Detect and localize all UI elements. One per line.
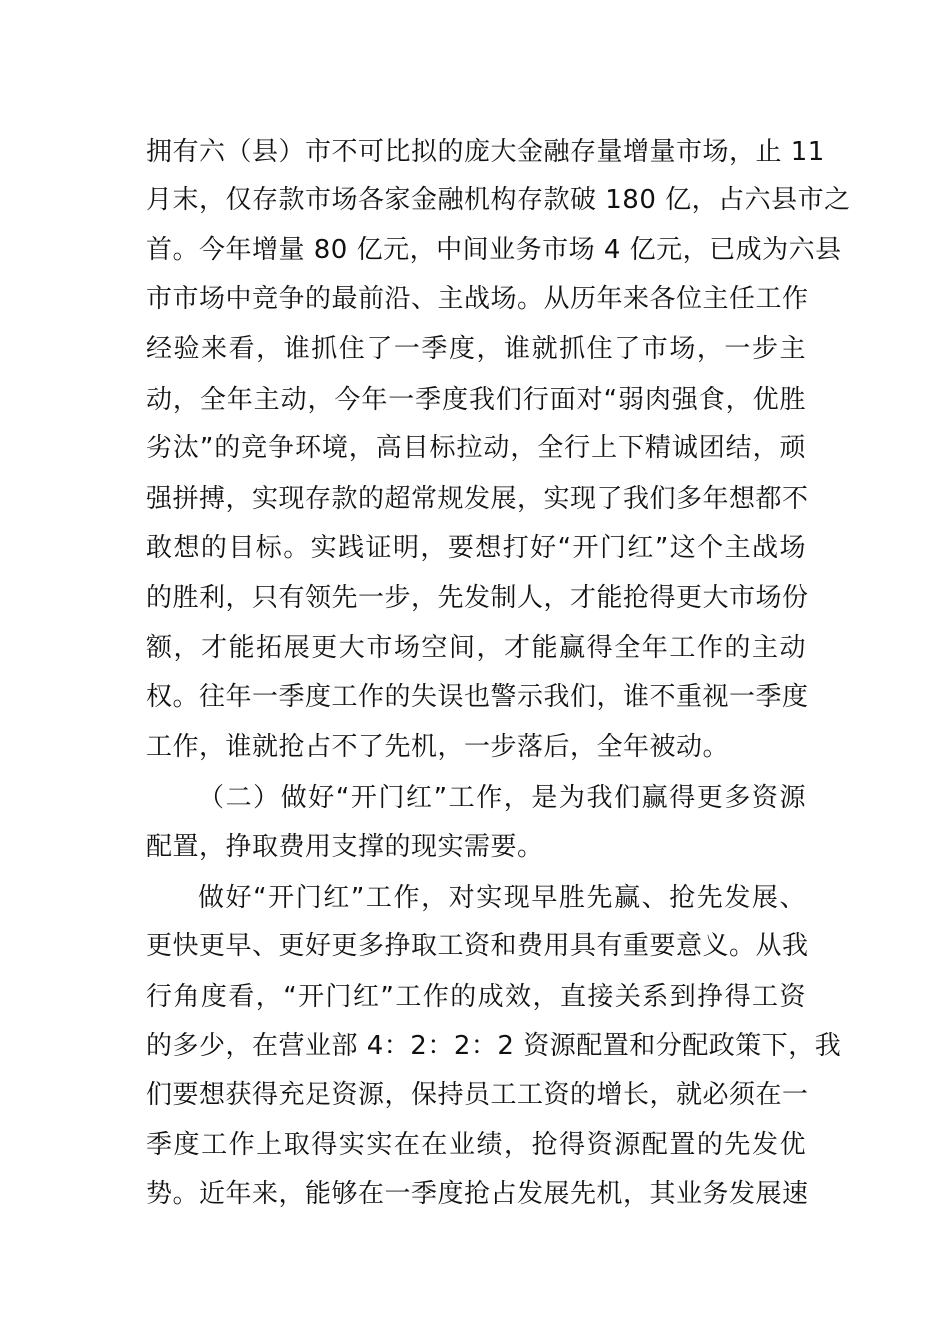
paragraph-line: 敢想的目标。实践证明，要想打好“开门红”这个主战场 [146,533,806,563]
paragraph-line: 市市场中竞争的最前沿、主战场。从历年来各位主任工作 [146,284,809,314]
paragraph-line: 动，全年主动，今年一季度我们行面对“弱肉强食，优胜 [146,385,806,415]
paragraph-line: 额，才能拓展更大市场空间，才能赢得全年工作的主动 [146,633,806,663]
paragraph-line: 势。近年来，能够在一季度抢占发展先机，其业务发展速 [146,1179,809,1209]
paragraph-line: 首。今年增量 80 亿元，中间业务市场 4 亿元，已成为六县 [146,235,842,265]
paragraph-line: 权。往年一季度工作的失误也警示我们，谁不重视一季度 [146,682,809,712]
paragraph-line: 工作，谁就抢占不了先机，一步落后，全年被动。 [146,732,730,762]
paragraph-line: 劣汰”的竞争环境，高目标拉动，全行上下精诚团结，顽 [146,433,806,463]
paragraph-line: 季度工作上取得实实在在业绩，抢得资源配置的先发优 [146,1130,806,1160]
paragraph-line: 的多少，在营业部 4：2：2：2 资源配置和分配政策下，我 [146,1031,842,1061]
paragraph-line: 拥有六（县）市不可比拟的庞大金融存量增量市场，止 11 [146,137,825,167]
paragraph-line: 更快更早、更好更多挣取工资和费用具有重要意义。从我 [146,931,809,961]
paragraph-line: 做好“开门红”工作，对实现早胜先赢、抢先发展、 [198,883,806,913]
paragraph-line: 经验来看，谁抓住了一季度，谁就抓住了市场，一步主 [146,334,806,364]
paragraph-line: 的胜利，只有领先一步，先发制人，才能抢得更大市场份 [146,583,809,613]
paragraph-line: 行角度看，“开门红”工作的成效，直接关系到挣得工资 [146,982,806,1012]
paragraph-line: 月末，仅存款市场各家金融机构存款破 180 亿，占六县市之 [146,185,851,215]
section-heading-line: （二）做好“开门红”工作，是为我们赢得更多资源 [198,783,806,813]
paragraph-line: 们要想获得充足资源，保持员工工资的增长，就必须在一 [146,1080,809,1110]
paragraph-line: 强拼搏，实现存款的超常规发展，实现了我们多年想都不 [146,484,809,514]
section-heading-line: 配置，挣取费用支撑的现实需要。 [146,832,544,862]
